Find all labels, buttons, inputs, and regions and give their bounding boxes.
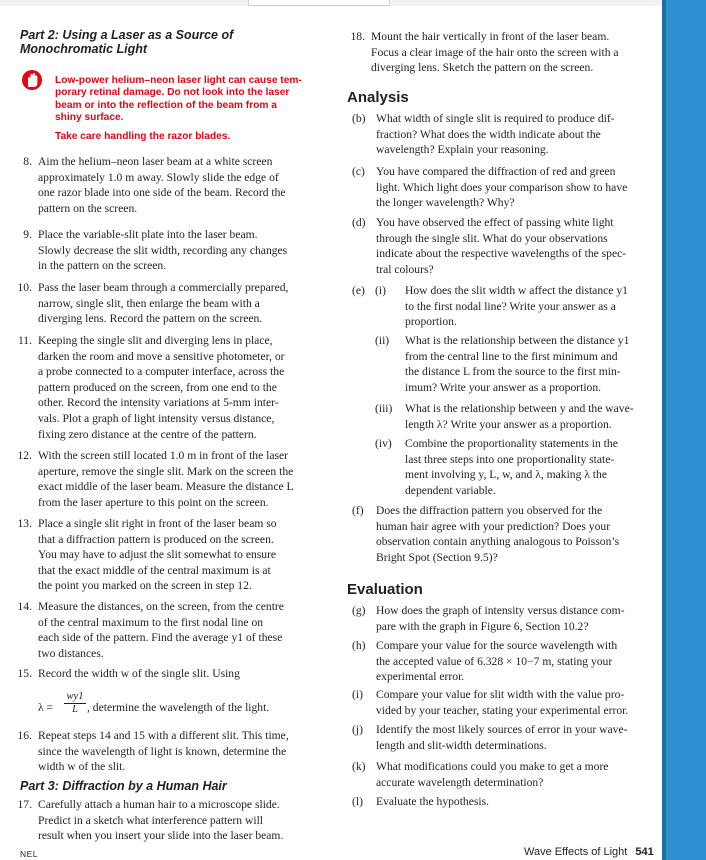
step-number: 8. xyxy=(23,155,32,168)
question-text: Compare your value for slit width with the value pro- vided by your teacher, stating your experimental error. xyxy=(376,688,629,717)
question-text: You have compared the diffraction of red and green light. Which light does your comparison show to have the longer wavelength? Why? xyxy=(376,165,628,210)
formula-denominator: L xyxy=(72,704,78,715)
question-label: (iii) xyxy=(375,402,393,415)
footer-publisher: NEL xyxy=(20,849,39,859)
step-text: With the screen still located 1.0 m in front of the laser aperture, remove the single slit. Mark on the screen the exact middle of the laser beam. Measure the distance L from the laser aperture to this point on the screen. xyxy=(38,449,294,509)
caution-line-4: shiny surface. xyxy=(55,111,124,123)
question-text: What modifications could you make to get a more accurate wavelength determination? xyxy=(376,760,609,789)
question-label: (k) xyxy=(352,760,366,773)
step-number: 16. xyxy=(17,729,32,742)
wavelength-formula xyxy=(38,691,328,723)
step-text: Place the variable-slit plate into the laser beam. Slowly decrease the slit width, recording any changes in the pattern on the screen. xyxy=(38,228,288,273)
step-number: 10. xyxy=(17,281,32,294)
step-text: Pass the laser beam through a commercially prepared, narrow, single slit, then enlarge the beam with a diverging lens. Record the pattern on the screen. xyxy=(38,281,289,326)
analysis-heading: Analysis xyxy=(347,89,409,106)
step-number: 17. xyxy=(17,798,32,811)
question-label: (l) xyxy=(352,795,363,808)
formula-lhs: λ = xyxy=(38,701,54,714)
question-text: Compare your value for the source wavelength with the accepted value of 6.328 × 10−7 m, stating your experimental error. xyxy=(376,639,618,684)
formula-fraction xyxy=(64,691,86,716)
page-edge-shade xyxy=(662,0,666,860)
step-text: Keeping the single slit and diverging lens in place, darken the room and move a sensitive photometer, or a probe connected to a computer interface, across the pattern produced on the screen, from one end to the other. Record the intensity variations at 5-mm inter- vals. Plot a graph of light intensity versus distance, fixing zero distance at the centre of the pattern. xyxy=(38,334,285,441)
question-text: Evaluate the hypothesis. xyxy=(376,795,490,808)
question-label: (c) xyxy=(352,165,365,178)
caution-line-3: beam or into the reflection of the beam from a xyxy=(55,99,277,111)
formula-numerator: wy1 xyxy=(64,691,86,704)
step-text: Carefully attach a human hair to a microscope slide. Predict in a sketch what interference pattern will result when you insert your slide into the laser beam. xyxy=(38,798,284,843)
question-label: (i) xyxy=(352,688,363,701)
question-text: You have observed the effect of passing white light through the single slit. What do your observations indicate about the respective wavelengths of the spec- tral colours? xyxy=(376,216,627,276)
question-label: (b) xyxy=(352,112,366,125)
top-tab xyxy=(248,0,390,6)
footer-page-info xyxy=(524,846,654,858)
question-text: Does the diffraction pattern you observed for the human hair agree with your prediction? Does your observation contain anything analogous to Poisson’s Bright Spot (Section 9.5)? xyxy=(376,504,620,564)
question-label: (j) xyxy=(352,723,363,736)
formula-rest: , determine the wavelength of the light. xyxy=(87,701,270,714)
question-text: Combine the proportionality statements in the last three steps into one proportionality state- ment involving y, L, w, and λ, making λ the dependent variable. xyxy=(405,437,618,497)
step-text: Record the width w of the single slit. Using xyxy=(38,667,240,680)
step-number: 9. xyxy=(23,228,32,241)
caution-line-5: Take care handling the razor blades. xyxy=(55,131,231,143)
caution-line-1: Low-power helium–neon laser light can cause tem- xyxy=(55,75,302,86)
question-text: What width of single slit is required to produce dif- fraction? What does the width indicate about the wavelength? Explain your reasoning. xyxy=(376,112,615,157)
question-label: (e) xyxy=(352,284,365,297)
question-label: (g) xyxy=(352,604,366,617)
page-number: 541 xyxy=(635,846,654,858)
question-label: (iv) xyxy=(375,437,392,450)
step-number: 15. xyxy=(17,667,32,680)
question-label: (f) xyxy=(352,504,364,517)
page-edge-tab xyxy=(662,0,706,860)
step-text: Repeat steps 14 and 15 with a different slit. This time, since the wavelength of light is known, determine the width w of the slit. xyxy=(38,729,289,774)
question-label: (h) xyxy=(352,639,366,652)
question-text: Identify the most likely sources of error in your wave- length and slit-width determinations. xyxy=(376,723,628,752)
question-label: (d) xyxy=(352,216,366,229)
footer-chapter: Wave Effects of Light xyxy=(524,846,628,858)
evaluation-heading: Evaluation xyxy=(347,581,423,598)
part2-title-line1: Part 2: Using a Laser as a Source of xyxy=(20,28,234,42)
part3-title: Part 3: Diffraction by a Human Hair xyxy=(20,779,227,793)
caution-hand-icon xyxy=(22,70,42,90)
caution-box xyxy=(55,75,325,143)
question-text: How does the graph of intensity versus distance com- pare with the graph in Figure 6, Section 10.2? xyxy=(376,604,625,633)
question-text: What is the relationship between y and the wave- length λ? Write your answer as a proportion. xyxy=(405,402,634,431)
part2-title xyxy=(20,28,233,56)
step-text: Measure the distances, on the screen, from the centre of the central maximum to the first nodal line on each side of the pattern. Find the average y1 of these two distances. xyxy=(38,600,284,660)
question-label: (i) xyxy=(375,284,386,297)
question-text: How does the slit width w affect the distance y1 to the first nodal line? Write your answer as a proportion. xyxy=(405,284,628,329)
step-text: Mount the hair vertically in front of the laser beam. Focus a clear image of the hair onto the screen with a diverging lens. Sketch the pattern on the screen. xyxy=(371,30,619,75)
part2-title-line2: Monochromatic Light xyxy=(20,42,148,56)
step-number: 11. xyxy=(17,334,32,347)
step-text: Aim the helium–neon laser beam at a white screen approximately 1.0 m away. Slowly slide the edge of one razor blade into one side of the beam. Record the pattern on the screen. xyxy=(38,155,286,215)
question-text: What is the relationship between the distance y1 from the central line to the first minimum and the distance L from the source to the first min- imum? Write your answer as a proportion. xyxy=(405,334,630,394)
step-text: Place a single slit right in front of the laser beam so that a diffraction pattern is produced on the screen. You may have to adjust the slit somewhat to ensure that the exact middle of the central maximum is at the point you marked on the screen in step 12. xyxy=(38,517,277,593)
question-label: (ii) xyxy=(375,334,390,347)
step-number: 14. xyxy=(17,600,32,613)
step-number: 18. xyxy=(350,30,365,43)
step-number: 12. xyxy=(17,449,32,462)
caution-line-2: porary retinal damage. Do not look into the laser xyxy=(55,87,290,99)
step-number: 13. xyxy=(17,517,32,530)
